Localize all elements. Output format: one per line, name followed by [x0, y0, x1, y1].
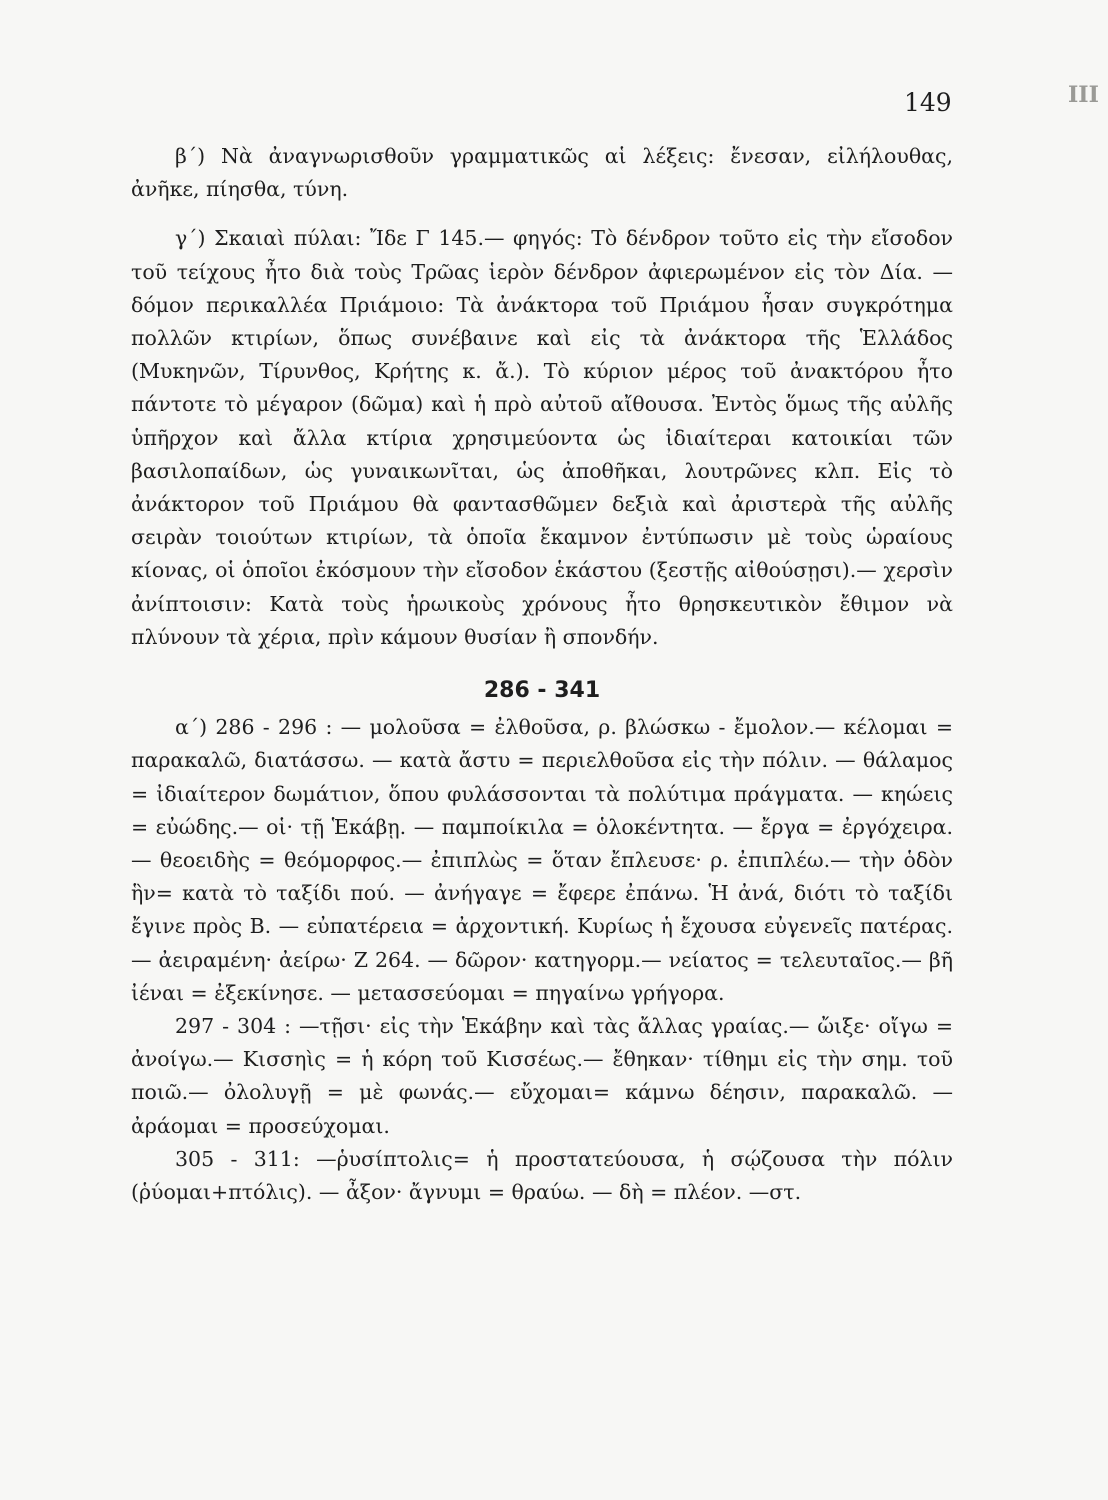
page-body — [131, 140, 953, 1209]
paragraph-297-304: 297 - 304 : —τῇσι· εἰς τὴν Ἑκάβην καὶ τὰς ἄλλας γραίας.— ὤιξε· οἴγω = ἀνοίγω.— Κισσηὶς = ἡ κόρη τοῦ Κισσέως.— ἔθηκαν· τίθημι εἰς τὴν σημ. τοῦ ποιῶ.— ὀλολυγῇ = μὲ φωνάς.— εὔχομαι= κάμνω δέησιν, παρακαλῶ. — ἀράομαι = προσεύχομαι. — [131, 1014, 953, 1138]
paragraph-c: γ΄) Σκαιαὶ πύλαι: Ἴδε Γ 145.— φηγός: Τὸ δένδρον τοῦτο εἰς τὴν εἴσοδον τοῦ τείχους ἦτο διὰ τοὺς Τρῶας ἱερὸν δένδρον ἀφιερωμένον εἰς τὸν Δία. — δόμον περικαλλέα Πριάμοιο: Τὰ ἀνάκτορα τοῦ Πριάμου ἦσαν συγκρότημα πολλῶν κτιρίων, ὅπως συνέβαινε καὶ εἰς τὰ ἀνάκτορα τῆς Ἑλλάδος (Μυκηνῶν, Τίρυνθος, Κρήτης κ. ἄ.). Τὸ κύριον μέρος τοῦ ἀνακτόρου ἦτο πάντοτε τὸ μέγαρον (δῶμα) καὶ ἡ πρὸ αὐτοῦ αἴθουσα. Ἐντὸς ὅμως τῆς αὐλῆς ὑπῆρχον καὶ ἄλλα κτίρια χρησιμεύοντα ὡς ἰδιαίτεραι κατοικίαι τῶν βασιλοπαίδων, ὡς γυναικωνῖται, ὡς ἀποθῆκαι, λουτρῶνες κλπ. Εἰς τὸ ἀνάκτορον τοῦ Πριάμου θὰ φαντασθῶμεν δεξιὰ καὶ ἀριστερὰ τῆς αὐλῆς σειρὰν τοιούτων κτιρίων, τὰ ὁποῖα ἔκαμνον ἐντύπωσιν μὲ τοὺς ὡραίους κίονας, οἱ ὁποῖοι ἐκόσμουν τὴν εἴσοδον ἑκάστου (ξεστῇς αἰθούσῃσι).— χερσὶν ἀνίπτοισιν: Κατὰ τοὺς ἡρωικοὺς χρόνους ἦτο θρησκευτικὸν ἔθιμον νὰ πλύνουν τὰ χέρια, πρὶν κάμουν θυσίαν ἢ σπονδήν. — [131, 226, 953, 649]
paragraph-286-296: α΄) 286 - 296 : — μολοῦσα = ἐλθοῦσα, ρ. βλώσκω - ἔμολον.— κέλομαι = παρακαλῶ, διατάσσω. — κατὰ ἄστυ = περιελθοῦσα εἰς τὴν πόλιν. — θάλαμος = ἰδιαίτερον δωμάτιον, ὅπου φυλάσσονται τὰ πολύτιμα πράγματα. — κηώεις = εὐώδης.— οἱ· τῇ Ἑκάβῃ. — παμποίκιλα = ὁλοκέντητα. — ἔργα = ἐργόχειρα.— θεοειδὴς = θεόμορφος.— ἐπιπλὼς = ὅταν ἔπλευσε· ρ. ἐπιπλέω.— τὴν ὁδὸν ἣν= κατὰ τὸ ταξίδι πού. — ἀνήγαγε = ἔφερε ἐπάνω. Ἡ ἀνά, διότι τὸ ταξίδι ἔγινε πρὸς Β. — εὐπατέρεια = ἀρχοντική. Κυρίως ἡ ἔχουσα εὐγενεῖς πατέρας.— ἀειραμένη· ἀείρω· Ζ 264. — δῶρον· κατηγορμ.— νείατος = τελευταῖος.— βῆ ἰέναι = ἐξεκίνησε. — μετασσεύομαι = πηγαίνω γρήγορα. — [131, 715, 953, 1005]
section-heading: 286 - 341 — [483, 678, 601, 704]
page-number: 149 — [904, 88, 952, 117]
paragraph-b: β΄) Νὰ ἀναγνωρισθοῦν γραμματικῶς αἱ λέξεις: ἔνεσαν, εἰλήλουθας, ἀνῆκε, πίησθα, τύνη. — [131, 144, 953, 202]
paragraph-305-311: 305 - 311: —ῥυσίπτολις= ἡ προστατεύουσα, ἡ σῴζουσα τὴν πόλιν (ῥύομαι+πτόλις). — ἆξον· ἄγνυμι = θραύω. — δὴ = πλέον. —στ. — [131, 1146, 953, 1205]
corner-mark: ΙΙΙ — [1068, 82, 1099, 108]
